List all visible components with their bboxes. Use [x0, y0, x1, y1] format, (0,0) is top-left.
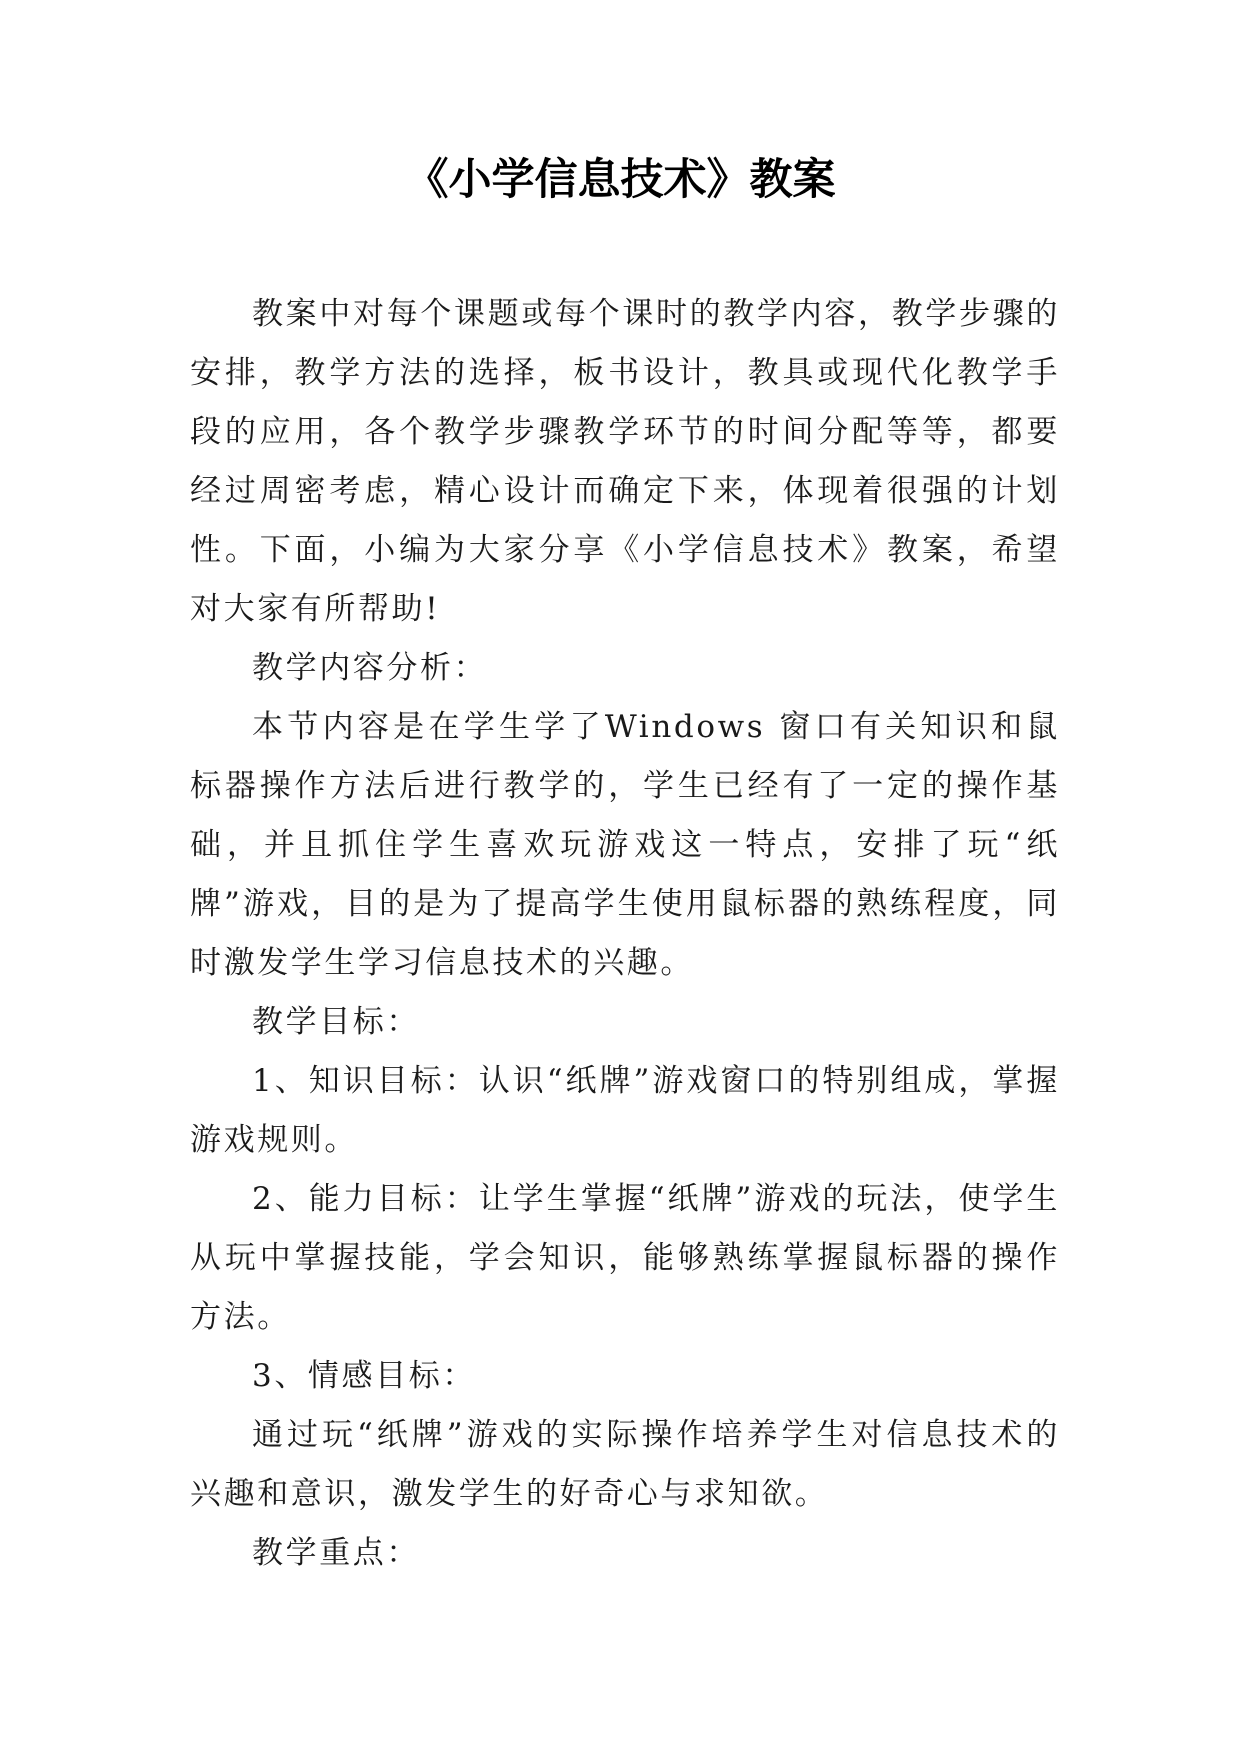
objective-emotion-heading: 3、情感目标：: [252, 1358, 476, 1394]
intro-paragraph: 教案中对每个课题或每个课时的教学内容，教学步骤的安排，教学方法的选择，板书设计，教具或现代化教学手段的应用，各个教学步骤教学环节的时间分配等等，都要经过周密考虑，精心设计而确定下来，体现着很强的计划性。下面，小编为大家分享《小学信息技术》教案，希望对大家有所帮助!: [190, 296, 1060, 627]
objective-knowledge: 1、知识目标：认识“纸牌”游戏窗口的特别组成，掌握游戏规则。: [190, 1063, 1060, 1158]
section-heading-objectives: 教学目标：: [252, 1004, 420, 1040]
section-heading-key-points: 教学重点：: [252, 1535, 420, 1571]
section-heading-content-analysis: 教学内容分析：: [252, 650, 488, 686]
objective-ability: 2、能力目标：让学生掌握“纸牌”游戏的玩法，使学生从玩中掌握技能，学会知识，能够熟练掌握鼠标器的操作方法。: [190, 1181, 1060, 1335]
objective-emotion-paragraph: 通过玩“纸牌”游戏的实际操作培养学生对信息技术的兴趣和意识，激发学生的好奇心与求知欲。: [190, 1417, 1060, 1512]
content-analysis-paragraph: 本节内容是在学生学了Windows 窗口有关知识和鼠标器操作方法后进行教学的，学生已经有了一定的操作基础，并且抓住学生喜欢玩游戏这一特点，安排了玩“纸牌”游戏，目的是为了提高学生使用鼠标器的熟练程度，同时激发学生学习信息技术的兴趣。: [190, 709, 1060, 981]
document-title: 《小学信息技术》教案: [405, 155, 836, 205]
document-body: [190, 285, 1060, 1583]
